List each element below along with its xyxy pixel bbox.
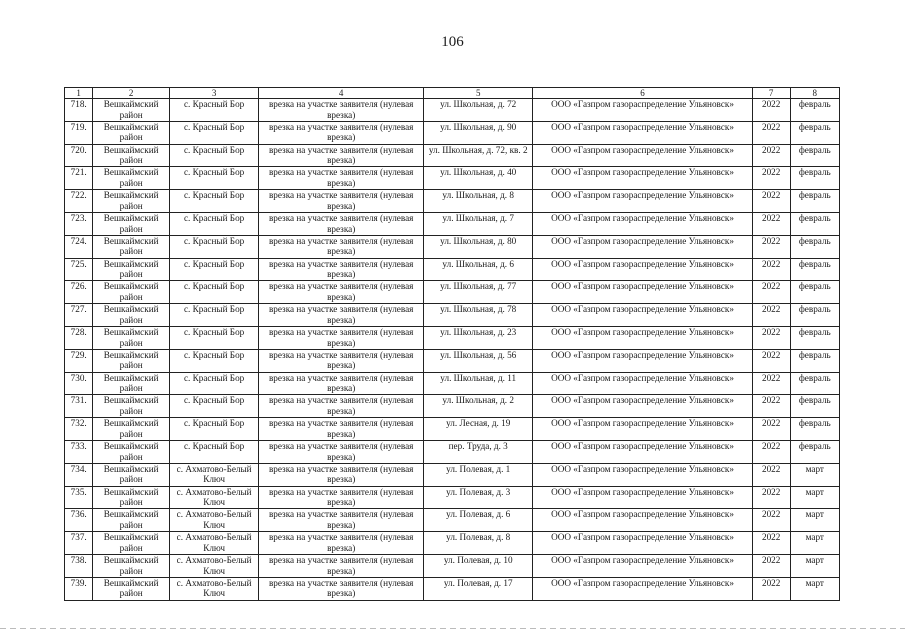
table-row: [65, 372, 840, 395]
settlement-cell: с. Красный Бор: [170, 167, 259, 190]
year-cell: 2022: [752, 395, 790, 418]
settlement-cell: с. Ахматово-Белый Ключ: [170, 509, 259, 532]
settlement-cell: с. Красный Бор: [170, 121, 259, 144]
work-type-cell: врезка на участке заявителя (нулевая врезка): [259, 99, 424, 122]
settlement-cell: с. Красный Бор: [170, 372, 259, 395]
header-cell: 7: [752, 88, 790, 99]
year-cell: 2022: [752, 554, 790, 577]
address-cell: ул. Школьная, д. 8: [424, 190, 533, 213]
month-cell: февраль: [790, 144, 839, 167]
table-row: [65, 99, 840, 122]
month-cell: февраль: [790, 440, 839, 463]
row-number-cell: 724.: [65, 235, 93, 258]
organization-cell: ООО «Газпром газораспределение Ульяновск»: [533, 509, 752, 532]
work-type-cell: врезка на участке заявителя (нулевая врезка): [259, 304, 424, 327]
work-type-cell: врезка на участке заявителя (нулевая врезка): [259, 509, 424, 532]
year-cell: 2022: [752, 509, 790, 532]
year-cell: 2022: [752, 144, 790, 167]
district-cell: Вешкаймский район: [93, 304, 170, 327]
address-cell: пер. Труда, д. 3: [424, 440, 533, 463]
table-row: [65, 167, 840, 190]
district-cell: Вешкаймский район: [93, 418, 170, 441]
district-cell: Вешкаймский район: [93, 554, 170, 577]
address-cell: ул. Школьная, д. 72: [424, 99, 533, 122]
table-row: [65, 395, 840, 418]
year-cell: 2022: [752, 372, 790, 395]
month-cell: февраль: [790, 258, 839, 281]
year-cell: 2022: [752, 532, 790, 555]
row-number-cell: 739.: [65, 577, 93, 600]
year-cell: 2022: [752, 212, 790, 235]
header-cell: 2: [93, 88, 170, 99]
row-number-cell: 728.: [65, 326, 93, 349]
district-cell: Вешкаймский район: [93, 577, 170, 600]
district-cell: Вешкаймский район: [93, 121, 170, 144]
work-type-cell: врезка на участке заявителя (нулевая врезка): [259, 326, 424, 349]
table-row: [65, 212, 840, 235]
year-cell: 2022: [752, 326, 790, 349]
row-number-cell: 731.: [65, 395, 93, 418]
address-cell: ул. Полевая, д. 3: [424, 486, 533, 509]
organization-cell: ООО «Газпром газораспределение Ульяновск»: [533, 235, 752, 258]
settlement-cell: с. Красный Бор: [170, 99, 259, 122]
header-cell: 8: [790, 88, 839, 99]
work-type-cell: врезка на участке заявителя (нулевая врезка): [259, 212, 424, 235]
settlement-cell: с. Ахматово-Белый Ключ: [170, 486, 259, 509]
address-cell: ул. Школьная, д. 80: [424, 235, 533, 258]
work-type-cell: врезка на участке заявителя (нулевая врезка): [259, 121, 424, 144]
row-number-cell: 718.: [65, 99, 93, 122]
row-number-cell: 725.: [65, 258, 93, 281]
month-cell: февраль: [790, 395, 839, 418]
year-cell: 2022: [752, 235, 790, 258]
header-cell: 5: [424, 88, 533, 99]
row-number-cell: 723.: [65, 212, 93, 235]
year-cell: 2022: [752, 440, 790, 463]
row-number-cell: 727.: [65, 304, 93, 327]
row-number-cell: 732.: [65, 418, 93, 441]
row-number-cell: 719.: [65, 121, 93, 144]
month-cell: февраль: [790, 235, 839, 258]
settlement-cell: с. Красный Бор: [170, 418, 259, 441]
row-number-cell: 730.: [65, 372, 93, 395]
organization-cell: ООО «Газпром газораспределение Ульяновск»: [533, 167, 752, 190]
settlement-cell: с. Красный Бор: [170, 281, 259, 304]
table-row: [65, 463, 840, 486]
table-row: [65, 281, 840, 304]
work-type-cell: врезка на участке заявителя (нулевая врезка): [259, 486, 424, 509]
organization-cell: ООО «Газпром газораспределение Ульяновск»: [533, 212, 752, 235]
address-cell: ул. Полевая, д. 8: [424, 532, 533, 555]
work-type-cell: врезка на участке заявителя (нулевая врезка): [259, 349, 424, 372]
settlement-cell: с. Красный Бор: [170, 440, 259, 463]
address-cell: ул. Школьная, д. 6: [424, 258, 533, 281]
organization-cell: ООО «Газпром газораспределение Ульяновск»: [533, 577, 752, 600]
district-cell: Вешкаймский район: [93, 326, 170, 349]
district-cell: Вешкаймский район: [93, 395, 170, 418]
address-cell: ул. Полевая, д. 17: [424, 577, 533, 600]
table-row: [65, 144, 840, 167]
header-cell: 6: [533, 88, 752, 99]
address-cell: ул. Полевая, д. 10: [424, 554, 533, 577]
table-row: [65, 509, 840, 532]
year-cell: 2022: [752, 577, 790, 600]
district-cell: Вешкаймский район: [93, 349, 170, 372]
organization-cell: ООО «Газпром газораспределение Ульяновск»: [533, 372, 752, 395]
district-cell: Вешкаймский район: [93, 509, 170, 532]
table-row: [65, 258, 840, 281]
settlement-cell: с. Красный Бор: [170, 304, 259, 327]
district-cell: Вешкаймский район: [93, 190, 170, 213]
district-cell: Вешкаймский район: [93, 281, 170, 304]
row-number-cell: 734.: [65, 463, 93, 486]
header-cell: 3: [170, 88, 259, 99]
address-cell: ул. Школьная, д. 77: [424, 281, 533, 304]
month-cell: март: [790, 486, 839, 509]
address-cell: ул. Школьная, д. 40: [424, 167, 533, 190]
address-cell: ул. Школьная, д. 11: [424, 372, 533, 395]
month-cell: март: [790, 509, 839, 532]
work-type-cell: врезка на участке заявителя (нулевая врезка): [259, 190, 424, 213]
month-cell: февраль: [790, 190, 839, 213]
table-row: [65, 326, 840, 349]
organization-cell: ООО «Газпром газораспределение Ульяновск»: [533, 486, 752, 509]
row-number-cell: 720.: [65, 144, 93, 167]
month-cell: февраль: [790, 99, 839, 122]
header-cell: 1: [65, 88, 93, 99]
organization-cell: ООО «Газпром газораспределение Ульяновск»: [533, 258, 752, 281]
address-cell: ул. Школьная, д. 56: [424, 349, 533, 372]
work-type-cell: врезка на участке заявителя (нулевая врезка): [259, 440, 424, 463]
row-number-cell: 733.: [65, 440, 93, 463]
district-cell: Вешкаймский район: [93, 212, 170, 235]
work-type-cell: врезка на участке заявителя (нулевая врезка): [259, 144, 424, 167]
page-number: 106: [441, 34, 464, 50]
table-row: [65, 577, 840, 600]
address-cell: ул. Школьная, д. 7: [424, 212, 533, 235]
settlement-cell: с. Ахматово-Белый Ключ: [170, 463, 259, 486]
month-cell: февраль: [790, 167, 839, 190]
year-cell: 2022: [752, 304, 790, 327]
district-cell: Вешкаймский район: [93, 235, 170, 258]
organization-cell: ООО «Газпром газораспределение Ульяновск»: [533, 440, 752, 463]
month-cell: февраль: [790, 372, 839, 395]
organization-cell: ООО «Газпром газораспределение Ульяновск»: [533, 418, 752, 441]
table-row: [65, 554, 840, 577]
organization-cell: ООО «Газпром газораспределение Ульяновск»: [533, 349, 752, 372]
row-number-cell: 726.: [65, 281, 93, 304]
header-cell: 4: [259, 88, 424, 99]
organization-cell: ООО «Газпром газораспределение Ульяновск»: [533, 121, 752, 144]
work-type-cell: врезка на участке заявителя (нулевая врезка): [259, 395, 424, 418]
month-cell: март: [790, 532, 839, 555]
address-cell: ул. Школьная, д. 90: [424, 121, 533, 144]
work-type-cell: врезка на участке заявителя (нулевая врезка): [259, 577, 424, 600]
address-cell: ул. Школьная, д. 78: [424, 304, 533, 327]
table-body: [65, 88, 840, 601]
settlement-cell: с. Красный Бор: [170, 349, 259, 372]
district-cell: Вешкаймский район: [93, 167, 170, 190]
work-type-cell: врезка на участке заявителя (нулевая врезка): [259, 554, 424, 577]
settlement-cell: с. Красный Бор: [170, 258, 259, 281]
row-number-cell: 729.: [65, 349, 93, 372]
table-row: [65, 304, 840, 327]
district-cell: Вешкаймский район: [93, 99, 170, 122]
table-row: [65, 532, 840, 555]
row-number-cell: 721.: [65, 167, 93, 190]
month-cell: февраль: [790, 121, 839, 144]
district-cell: Вешкаймский район: [93, 372, 170, 395]
work-type-cell: врезка на участке заявителя (нулевая врезка): [259, 418, 424, 441]
month-cell: февраль: [790, 281, 839, 304]
settlement-cell: с. Красный Бор: [170, 144, 259, 167]
month-cell: февраль: [790, 418, 839, 441]
work-type-cell: врезка на участке заявителя (нулевая врезка): [259, 372, 424, 395]
column-number-header-row: [65, 88, 840, 99]
address-cell: ул. Полевая, д. 6: [424, 509, 533, 532]
address-cell: ул. Полевая, д. 1: [424, 463, 533, 486]
settlement-cell: с. Красный Бор: [170, 235, 259, 258]
year-cell: 2022: [752, 258, 790, 281]
month-cell: февраль: [790, 326, 839, 349]
year-cell: 2022: [752, 281, 790, 304]
work-type-cell: врезка на участке заявителя (нулевая врезка): [259, 281, 424, 304]
table-row: [65, 349, 840, 372]
year-cell: 2022: [752, 463, 790, 486]
organization-cell: ООО «Газпром газораспределение Ульяновск»: [533, 281, 752, 304]
row-number-cell: 736.: [65, 509, 93, 532]
year-cell: 2022: [752, 190, 790, 213]
row-number-cell: 737.: [65, 532, 93, 555]
organization-cell: ООО «Газпром газораспределение Ульяновск»: [533, 326, 752, 349]
table-row: [65, 235, 840, 258]
row-number-cell: 735.: [65, 486, 93, 509]
table-row: [65, 190, 840, 213]
table-row: [65, 418, 840, 441]
table-row: [65, 440, 840, 463]
organization-cell: ООО «Газпром газораспределение Ульяновск»: [533, 395, 752, 418]
district-cell: Вешкаймский район: [93, 440, 170, 463]
year-cell: 2022: [752, 486, 790, 509]
work-type-cell: врезка на участке заявителя (нулевая врезка): [259, 532, 424, 555]
month-cell: февраль: [790, 212, 839, 235]
address-cell: ул. Школьная, д. 72, кв. 2: [424, 144, 533, 167]
address-cell: ул. Школьная, д. 2: [424, 395, 533, 418]
work-type-cell: врезка на участке заявителя (нулевая врезка): [259, 167, 424, 190]
table-row: [65, 486, 840, 509]
address-cell: ул. Школьная, д. 23: [424, 326, 533, 349]
organization-cell: ООО «Газпром газораспределение Ульяновск»: [533, 144, 752, 167]
month-cell: февраль: [790, 349, 839, 372]
settlement-cell: с. Ахматово-Белый Ключ: [170, 577, 259, 600]
district-cell: Вешкаймский район: [93, 258, 170, 281]
organization-cell: ООО «Газпром газораспределение Ульяновск»: [533, 99, 752, 122]
row-number-cell: 738.: [65, 554, 93, 577]
year-cell: 2022: [752, 349, 790, 372]
district-cell: Вешкаймский район: [93, 486, 170, 509]
year-cell: 2022: [752, 167, 790, 190]
month-cell: март: [790, 463, 839, 486]
organization-cell: ООО «Газпром газораспределение Ульяновск»: [533, 190, 752, 213]
year-cell: 2022: [752, 418, 790, 441]
year-cell: 2022: [752, 99, 790, 122]
work-type-cell: врезка на участке заявителя (нулевая врезка): [259, 463, 424, 486]
district-cell: Вешкаймский район: [93, 144, 170, 167]
organization-cell: ООО «Газпром газораспределение Ульяновск»: [533, 532, 752, 555]
work-type-cell: врезка на участке заявителя (нулевая врезка): [259, 258, 424, 281]
work-type-cell: врезка на участке заявителя (нулевая врезка): [259, 235, 424, 258]
settlement-cell: с. Красный Бор: [170, 326, 259, 349]
table-row: [65, 121, 840, 144]
organization-cell: ООО «Газпром газораспределение Ульяновск»: [533, 554, 752, 577]
settlement-cell: с. Ахматово-Белый Ключ: [170, 554, 259, 577]
gas-connection-table: [64, 87, 840, 601]
row-number-cell: 722.: [65, 190, 93, 213]
settlement-cell: с. Красный Бор: [170, 395, 259, 418]
organization-cell: ООО «Газпром газораспределение Ульяновск»: [533, 463, 752, 486]
year-cell: 2022: [752, 121, 790, 144]
month-cell: февраль: [790, 304, 839, 327]
district-cell: Вешкаймский район: [93, 463, 170, 486]
settlement-cell: с. Ахматово-Белый Ключ: [170, 532, 259, 555]
address-cell: ул. Лесная, д. 19: [424, 418, 533, 441]
organization-cell: ООО «Газпром газораспределение Ульяновск»: [533, 304, 752, 327]
month-cell: март: [790, 577, 839, 600]
settlement-cell: с. Красный Бор: [170, 212, 259, 235]
district-cell: Вешкаймский район: [93, 532, 170, 555]
scan-edge-line: [0, 628, 905, 629]
settlement-cell: с. Красный Бор: [170, 190, 259, 213]
month-cell: март: [790, 554, 839, 577]
